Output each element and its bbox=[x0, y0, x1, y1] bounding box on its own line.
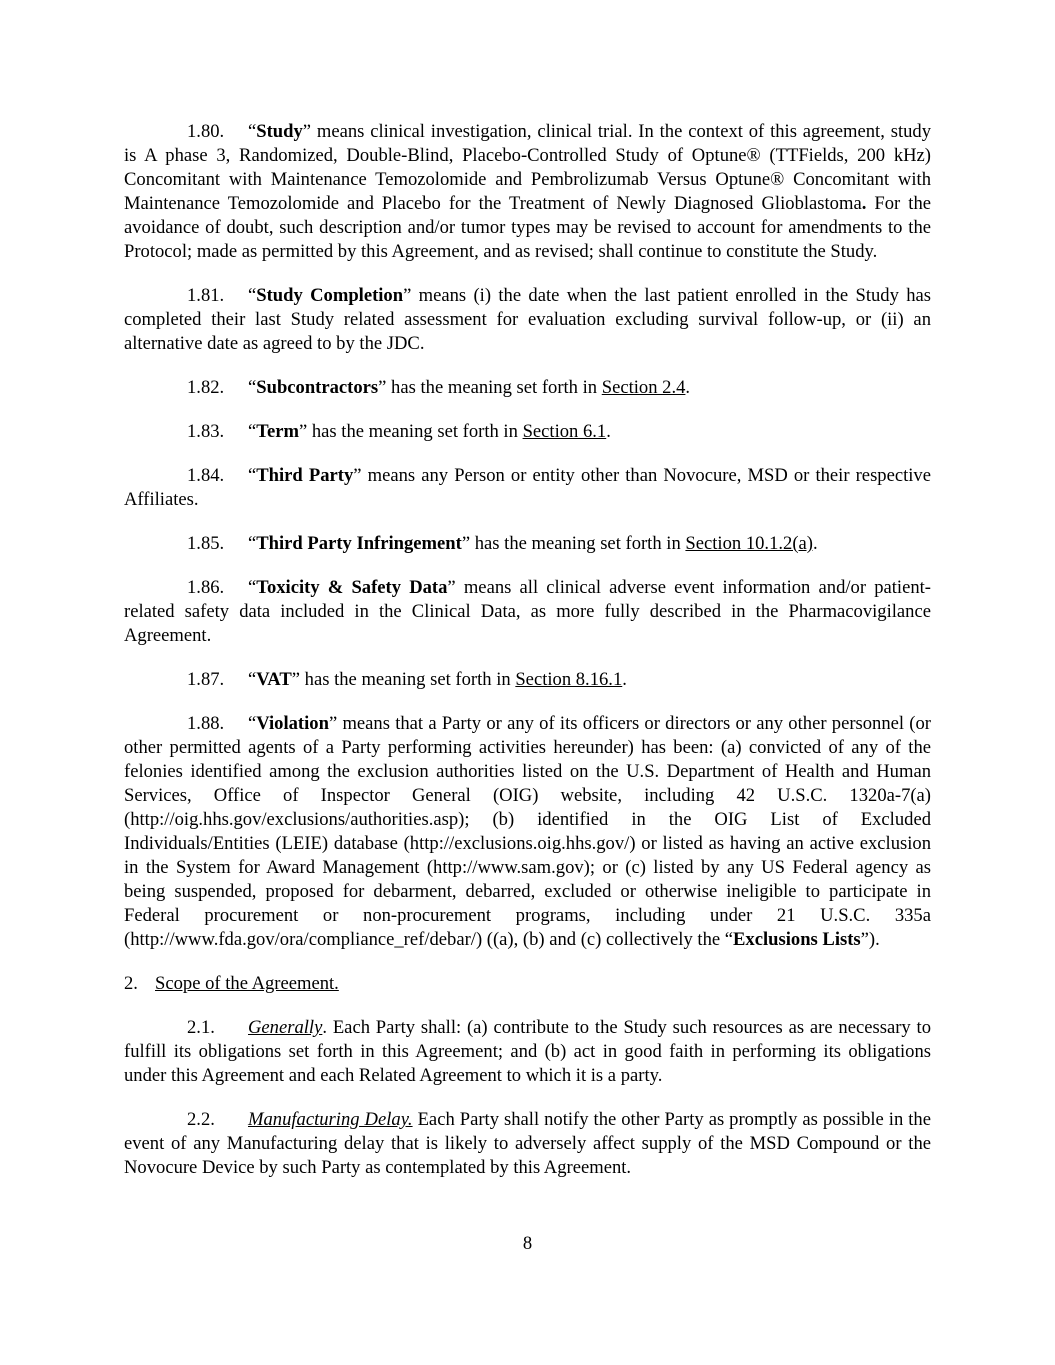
defined-term: Third Party Infringement bbox=[256, 533, 462, 554]
defined-term: Subcontractors bbox=[256, 377, 379, 398]
text-run: “ bbox=[248, 577, 257, 598]
section-number: 2. bbox=[124, 973, 138, 994]
section-reference: Section 6.1 bbox=[522, 421, 607, 442]
defined-term: Exclusions Lists bbox=[733, 929, 861, 950]
section-reference: Scope of the Agreement. bbox=[155, 973, 339, 994]
text-run: “ bbox=[248, 421, 257, 442]
defined-term: VAT bbox=[256, 669, 292, 690]
document-page bbox=[124, 120, 931, 1200]
text-run: “ bbox=[248, 465, 257, 486]
section-number: 1.82. bbox=[187, 377, 225, 398]
definition-paragraph bbox=[124, 532, 931, 556]
text-run: . bbox=[622, 669, 627, 690]
text-run: . bbox=[606, 421, 611, 442]
section-reference: Section 2.4 bbox=[601, 377, 686, 398]
text-run: “ bbox=[248, 533, 257, 554]
text-run: ” has the meaning set forth in bbox=[298, 421, 523, 442]
defined-term: Term bbox=[256, 421, 299, 442]
section-number: 1.87. bbox=[187, 669, 225, 690]
section-number: 1.84. bbox=[187, 465, 225, 486]
definition-paragraph bbox=[124, 420, 931, 444]
definition-paragraph bbox=[124, 376, 931, 400]
section-heading bbox=[124, 972, 931, 996]
text-run: ”). bbox=[860, 929, 880, 950]
definition-paragraph bbox=[124, 712, 931, 952]
text-run: “ bbox=[248, 121, 257, 142]
section-reference: Generally bbox=[248, 1017, 323, 1038]
text-run: . bbox=[812, 533, 818, 554]
section-number: 1.80. bbox=[187, 121, 225, 142]
text-run: . bbox=[685, 377, 691, 398]
defined-term: Study bbox=[256, 121, 303, 142]
text-run: . Each Party shall: (a) contribute to the Study such resources as are necessary to fulfill its obligations set forth in this Agreement; and (b) act in good faith in performing its obligations under this Agreement and each Related Agreement to which it is a party. bbox=[124, 1017, 931, 1086]
text-run: ” means all clinical adverse event information and/or patient-related safety data included in the Clinical Data, as more fully described in the Pharmacovigilance Agreement. bbox=[124, 577, 931, 646]
page-number: 8 bbox=[522, 1233, 533, 1254]
section-number: 1.81. bbox=[187, 285, 225, 306]
section-number: 1.85. bbox=[187, 533, 225, 554]
text-run: Each Party shall notify the other Party as promptly as possible in the event of any Manufacturing delay that is likely to adversely affect supply of the MSD Compound or the Novocure Device by such Party as contemplated by this Agreement. bbox=[124, 1109, 931, 1178]
text-run: “ bbox=[248, 285, 257, 306]
section-number: 1.83. bbox=[187, 421, 225, 442]
definition-paragraph bbox=[124, 668, 931, 692]
section-number: 1.88. bbox=[187, 713, 225, 734]
section-reference: Section 8.16.1 bbox=[515, 669, 623, 690]
defined-term: Study Completion bbox=[256, 285, 404, 306]
text-run: “ bbox=[248, 669, 257, 690]
text-run: “ bbox=[248, 377, 257, 398]
defined-term: Toxicity & Safety Data bbox=[256, 577, 448, 598]
definition-paragraph bbox=[124, 1108, 931, 1180]
section-number: 2.1. bbox=[187, 1017, 215, 1038]
text-run: ” means clinical investigation, clinical trial. In the context of this agreement, study is A phase 3, Randomized, Double-Blind, Placebo-Controlled Study of Optune® (TTFields, 200 kHz) Concomitant with Maintenance Temozolomide and Pembrolizumab Versus Optune® Concomitant with Maintenance Temozolomide and Placebo for the Treatment of Newly Diagnosed Glioblastoma bbox=[124, 121, 931, 214]
section-reference: Manufacturing Delay. bbox=[248, 1109, 413, 1130]
text-run: ” has the meaning set forth in bbox=[378, 377, 602, 398]
text-run: ” means (i) the date when the last patient enrolled in the Study has completed their last Study related assessment for evaluation excluding survival follow-up, or (ii) an alternative date as agreed to by the JDC. bbox=[124, 285, 931, 354]
section-reference: Section 10.1.2(a) bbox=[685, 533, 813, 554]
text-run: For the avoidance of doubt, such description and/or tumor types may be revised to account for amendments to the Protocol; made as permitted by this Agreement, and as revised; shall continue to constitute the Study. bbox=[124, 193, 931, 262]
text-run: ” means that a Party or any of its officers or directors or any other personnel (or other permitted agents of a Party performing activities hereunder) has been: (a) convicted of any of the felonies identified among the exclusion authorities listed on the U.S. Department of Health and Human Services, Office of Inspector General (OIG) website, including 42 U.S.C. 1320a-7(a) (http://oig.hhs.gov/exclusions/authorities.asp); (b) identified in the OIG List of Excluded Individuals/Entities (LEIE) database (http://exclusions.oig.hhs.gov/) or listed as having an active exclusion in the System for Award Management (http://www.sam.gov); or (c) listed by any US Federal agency as being suspended, proposed for debarment, debarred, excluded or otherwise ineligible to participate in Federal procurement or non-procurement programs, including under 21 U.S.C. 335a (http://www.fda.gov/ora/compliance_ref/debar/) ((a), (b) and (c) collectively the “ bbox=[124, 713, 931, 950]
definition-paragraph bbox=[124, 284, 931, 356]
section-number: 1.86. bbox=[187, 577, 225, 598]
text-run: ” has the meaning set forth in bbox=[291, 669, 516, 690]
text-run: ” has the meaning set forth in bbox=[461, 533, 686, 554]
defined-term: Violation bbox=[256, 713, 329, 734]
text-run: “ bbox=[248, 713, 257, 734]
definition-paragraph bbox=[124, 120, 931, 264]
text-run: ” means any Person or entity other than Novocure, MSD or their respective Affiliates. bbox=[124, 465, 931, 510]
definition-paragraph bbox=[124, 1016, 931, 1088]
definition-paragraph bbox=[124, 464, 931, 512]
defined-term: . bbox=[861, 193, 867, 214]
definition-paragraph bbox=[124, 576, 931, 648]
section-number: 2.2. bbox=[187, 1109, 215, 1130]
defined-term: Third Party bbox=[256, 465, 354, 486]
